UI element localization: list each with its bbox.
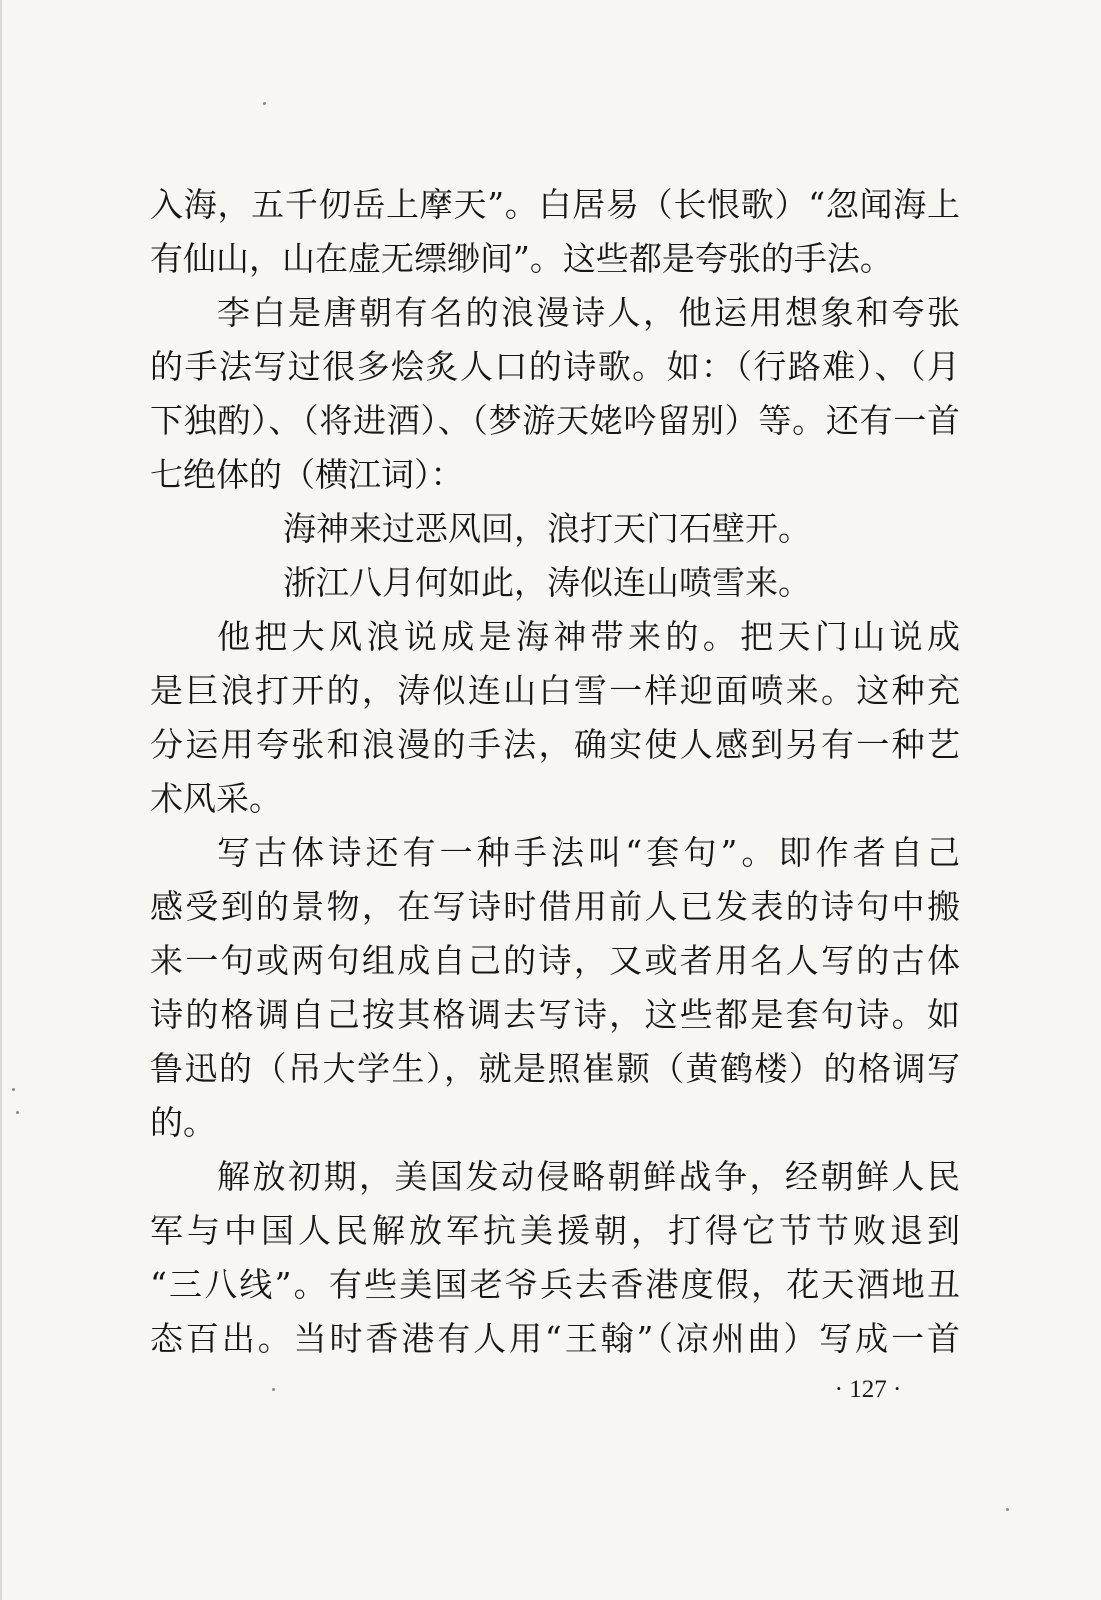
page-edge [0, 0, 2, 1600]
text-line: 入海，五千仞岳上摩天”。白居易（长恨歌）“忽闻海上 [150, 185, 960, 224]
scan-speck [12, 1088, 15, 1091]
paragraph-start-line: 写古体诗还有一种手法叫“套句”。即作者自己 [217, 833, 960, 872]
poem-line: 浙江八月何如此，涛似连山喷雪来。 [283, 563, 811, 602]
paragraph-start-line: 解放初期，美国发动侵略朝鲜战争，经朝鲜人民 [217, 1157, 960, 1196]
text-line: 的。 [150, 1103, 216, 1142]
text-line: 军与中国人民解放军抗美援朝，打得它节节败退到 [150, 1211, 960, 1250]
paragraph-start-line: 他把大风浪说成是海神带来的。把天门山说成 [217, 617, 960, 656]
text-line: 态百出。当时香港有人用“王翰”（凉州曲）写成一首 [150, 1319, 960, 1358]
body-text [150, 178, 960, 1366]
poem-line: 海神来过恶风回，浪打天门石壁开。 [283, 509, 811, 548]
scan-speck [16, 1111, 19, 1114]
scan-speck [272, 1388, 275, 1391]
paragraph-start-line: 李白是唐朝有名的浪漫诗人，他运用想象和夸张 [217, 293, 960, 332]
text-line: 有仙山，山在虚无缥缈间”。这些都是夸张的手法。 [150, 239, 893, 278]
text-line: 鲁迅的（吊大学生），就是照崔颢（黄鹤楼）的格调写 [150, 1049, 960, 1088]
text-line: “三八线”。有些美国老爷兵去香港度假，花天酒地丑 [150, 1265, 960, 1304]
scan-speck [1006, 1508, 1009, 1511]
scan-speck [263, 102, 266, 105]
text-line: 术风采。 [150, 779, 282, 818]
page-number: · 127 · [834, 1376, 902, 1403]
text-line: 来一句或两句组成自己的诗，又或者用名人写的古体 [150, 941, 960, 980]
text-line: 的手法写过很多烩炙人口的诗歌。如：（行路难）、（月 [150, 347, 960, 386]
text-line: 分运用夸张和浪漫的手法，确实使人感到另有一种艺 [150, 725, 960, 764]
text-line: 下独酌）、（将进酒）、（梦游天姥吟留别）等。还有一首 [150, 401, 960, 440]
text-line: 诗的格调自己按其格调去写诗，这些都是套句诗。如 [150, 995, 960, 1034]
text-line: 七绝体的（横江词）： [150, 455, 464, 494]
text-line: 感受到的景物，在写诗时借用前人已发表的诗句中搬 [150, 887, 960, 926]
text-line: 是巨浪打开的，涛似连山白雪一样迎面喷来。这种充 [150, 671, 960, 710]
